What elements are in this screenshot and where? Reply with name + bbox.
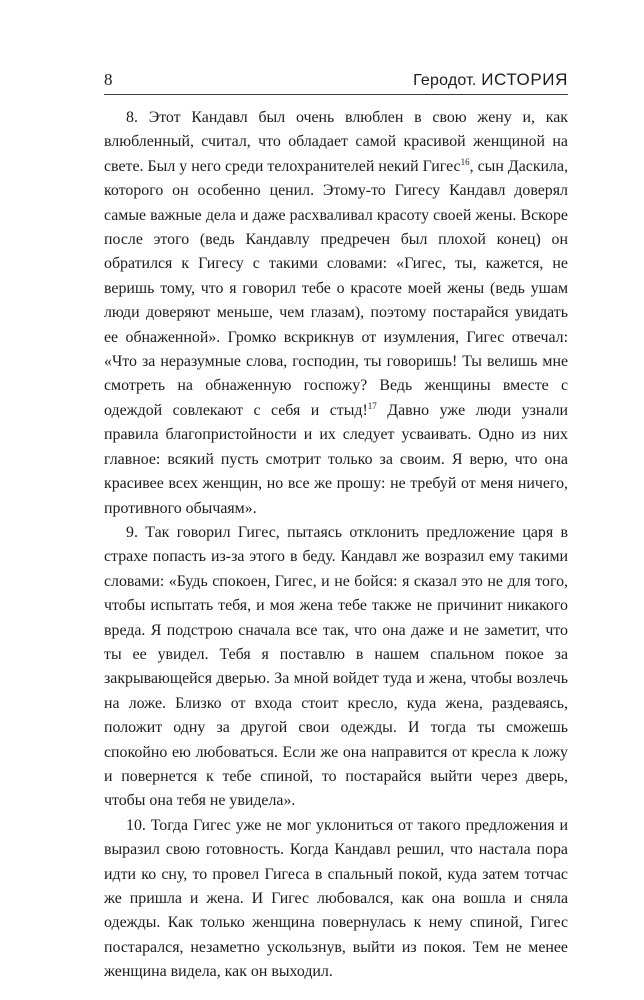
text-run: Давно уже люди узнали правила благопристойности и их следует усваивать. Одно из них главное: всякий пусть смотрит только за своим. Я верю, что она красивее всех женщин, но все же прошу: не требуй от меня ничего, противного обычаям». [104, 401, 568, 517]
footnote-ref[interactable]: 16 [460, 156, 470, 167]
work-title: ИСТОРИЯ [481, 70, 568, 89]
paragraph-10 [104, 814, 568, 985]
body-text [104, 106, 568, 985]
paragraph-9 [104, 521, 568, 814]
text-run: 8. Этот Кандавл был очень влюблен в свою жену и, как влюбленный, считал, что обладает самой красивой женщиной на свете. Был у него среди телохранителей некий Гигес [104, 109, 568, 175]
author-name: Геродот. [413, 72, 477, 89]
running-header [104, 66, 568, 95]
text-run: , сын Даскила, которого он особенно ценил. Этому-то Гигесу Кандавл доверял самые важные дела и даже расхваливал красоту своей жены. Вскоре после этого (ведь Кандавлу предречен был плохой конец) он обратился к Гигесу с такими словами: «Гигес, ты, кажется, не веришь тому, что я говорил тебе о красоте моей жены (ведь ушам люди доверяют меньше, чем глазам), поэтому постарайся увидать ее обнаженной». Громко вскрикнув от изумления, Гигес отвечал: «Что за неразумные слова, господин, ты говоришь! Ты велишь мне смотреть на обнаженную госпожу? Ведь женщины вместе с одеждой совлекают с себя и стыд! [104, 157, 569, 419]
running-title [413, 70, 568, 90]
book-page [104, 66, 568, 985]
paragraph-8 [104, 106, 568, 521]
footnote-ref[interactable]: 17 [367, 400, 377, 411]
text-run: 10. Тогда Гигес уже не мог уклониться от такого предложения и выразил свою готовность. Когда Кандавл решил, что настала пора идти ко сну, то провел Гигеса в спальный покой, куда затем тотчас же пришла и жена. И Гигес любовался, как она вошла и сняла одежды. Как только женщина повернулась к нему спиной, Гигес постарался, незаметно ускользнув, выйти из покоя. Тем не менее женщина видела, как он выходил. [104, 816, 568, 981]
text-run: 9. Так говорил Гигес, пытаясь отклонить предложение царя в страхе попасть из-за этого в беду. Кандавл же возразил ему такими словами: «Будь спокоен, Гигес, и не бойся: я сказал это не для того, чтобы испытать тебя, и моя жена тебе также не причинит никакого вреда. Я подстрою сначала все так, что она даже и не заметит, что ты ее увидел. Тебя я поставлю в нашем спальном покое за закрывающейся дверью. За мной войдет туда и жена, чтобы возлечь на ложе. Близко от входа стоит кресло, куда жена, раздеваясь, положит одну за другой свои одежды. И тогда ты сможешь спокойно ею любоваться. Если же она направится от кресла к ложу и повернется к тебе спиной, то постарайся выйти через дверь, чтобы она тебя не увидела». [104, 523, 568, 810]
page-number: 8 [104, 70, 113, 89]
